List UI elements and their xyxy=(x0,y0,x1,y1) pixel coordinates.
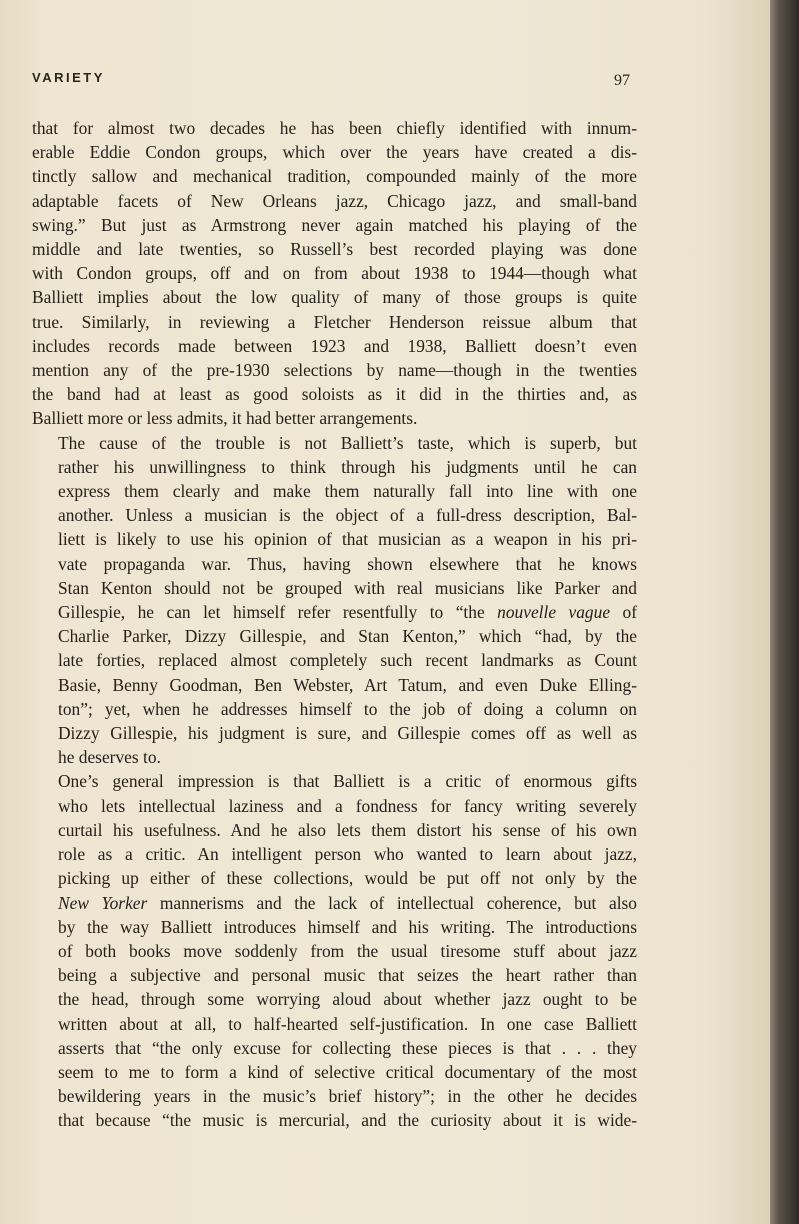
book-spine-shadow xyxy=(770,0,799,1224)
running-head: VARIETY xyxy=(32,70,105,85)
text-line: another. Unless a musician is the object of a full-dress description, Bal- xyxy=(58,505,637,526)
text-line: being a subjective and personal music that seizes the heart rather than xyxy=(58,965,637,986)
paragraph-3 xyxy=(32,769,637,1132)
text-line: the head, through some worrying aloud about whether jazz ought to be xyxy=(58,989,637,1010)
text-line: written about at all, to half-hearted self-justification. In one case Balliett xyxy=(58,1013,637,1034)
text-line: mention any of the pre-1930 selections by name—though in the twenties xyxy=(32,360,637,381)
italic-phrase: New Yorker xyxy=(58,892,148,913)
text-line: he deserves to. xyxy=(58,747,161,768)
text-line: adaptable facets of New Orleans jazz, Chicago jazz, and small-band xyxy=(32,190,637,211)
text-line: picking up either of these collections, would be put off not only by the xyxy=(58,868,637,889)
italic-phrase: nouvelle vague xyxy=(497,602,611,623)
page-number: 97 xyxy=(614,72,630,89)
text-run: of xyxy=(610,602,638,623)
text-line: Charlie Parker, Dizzy Gillespie, and Stan Kenton,” which “had, by the xyxy=(58,626,637,647)
text-line: Stan Kenton should not be grouped with real musicians like Parker and xyxy=(58,577,637,598)
text-line: The cause of the trouble is not Balliett’s taste, which is superb, but xyxy=(58,432,637,453)
text-line: that because “the music is mercurial, and the curiosity about it is wide- xyxy=(58,1110,637,1131)
text-line: liett is likely to use his opinion of that musician as a weapon in his pri- xyxy=(58,529,637,550)
text-line: rather his unwillingness to think through his judgments until he can xyxy=(58,456,637,477)
text-line: swing.” But just as Armstrong never again matched his playing of the xyxy=(32,214,637,235)
text-line: Dizzy Gillespie, his judgment is sure, and Gillespie comes off as well as xyxy=(58,723,637,744)
text-line: tinctly sallow and mechanical tradition, compounded mainly of the more xyxy=(32,166,637,187)
text-line: that for almost two decades he has been chiefly identified with innum- xyxy=(32,118,637,138)
text-line: Balliett more or less admits, it had better arrangements. xyxy=(32,408,418,429)
text-run: Gillespie, he can let himself refer resentfully to “the xyxy=(58,602,498,623)
text-line: Basie, Benny Goodman, Ben Webster, Art Tatum, and even Duke Elling- xyxy=(58,674,637,695)
text-run: mannerisms and the lack of intellectual coherence, but also xyxy=(147,892,637,913)
text-line: seem to me to form a kind of selective critical documentary of the most xyxy=(58,1061,637,1082)
text-line: the band had at least as good soloists as it did in the thirties and, as xyxy=(32,384,637,405)
text-line: true. Similarly, in reviewing a Fletcher Henderson reissue album that xyxy=(32,311,637,332)
text-line: role as a critic. An intelligent person who wanted to learn about jazz, xyxy=(58,844,637,865)
paragraph-1 xyxy=(32,116,637,431)
text-line: includes records made between 1923 and 1938, Balliett doesn’t even xyxy=(32,335,637,356)
text-line-composite xyxy=(32,891,637,915)
text-line: ton”; yet, when he addresses himself to the job of doing a column on xyxy=(58,698,637,719)
text-line: bewildering years in the music’s brief history”; in the other he decides xyxy=(58,1086,637,1107)
text-line: late forties, replaced almost completely such recent landmarks as Count xyxy=(58,650,637,671)
text-line: express them clearly and make them naturally fall into line with one xyxy=(58,481,637,502)
text-line: of both books move soddenly from the usual tiresome stuff about jazz xyxy=(58,940,637,961)
body-text xyxy=(32,116,637,1133)
paragraph-2 xyxy=(32,431,637,770)
text-line: erable Eddie Condon groups, which over the years have created a dis- xyxy=(32,142,637,163)
text-line: by the way Balliett introduces himself and his writing. The introductions xyxy=(58,916,637,937)
text-line-composite xyxy=(32,600,637,624)
text-line: One’s general impression is that Balliett is a critic of enormous gifts xyxy=(58,771,637,792)
text-line: curtail his usefulness. And he also lets them distort his sense of his own xyxy=(58,819,637,840)
text-line: middle and late twenties, so Russell’s best recorded playing was done xyxy=(32,239,637,260)
text-line: with Condon groups, off and on from about 1938 to 1944—though what xyxy=(32,263,637,284)
text-line: who lets intellectual laziness and a fondness for fancy writing severely xyxy=(58,795,637,816)
text-line: vate propaganda war. Thus, having shown elsewhere that he knows xyxy=(58,553,637,574)
text-line: asserts that “the only excuse for collecting these pieces is that . . . they xyxy=(58,1037,637,1058)
text-line: Balliett implies about the low quality of many of those groups is quite xyxy=(32,287,637,308)
